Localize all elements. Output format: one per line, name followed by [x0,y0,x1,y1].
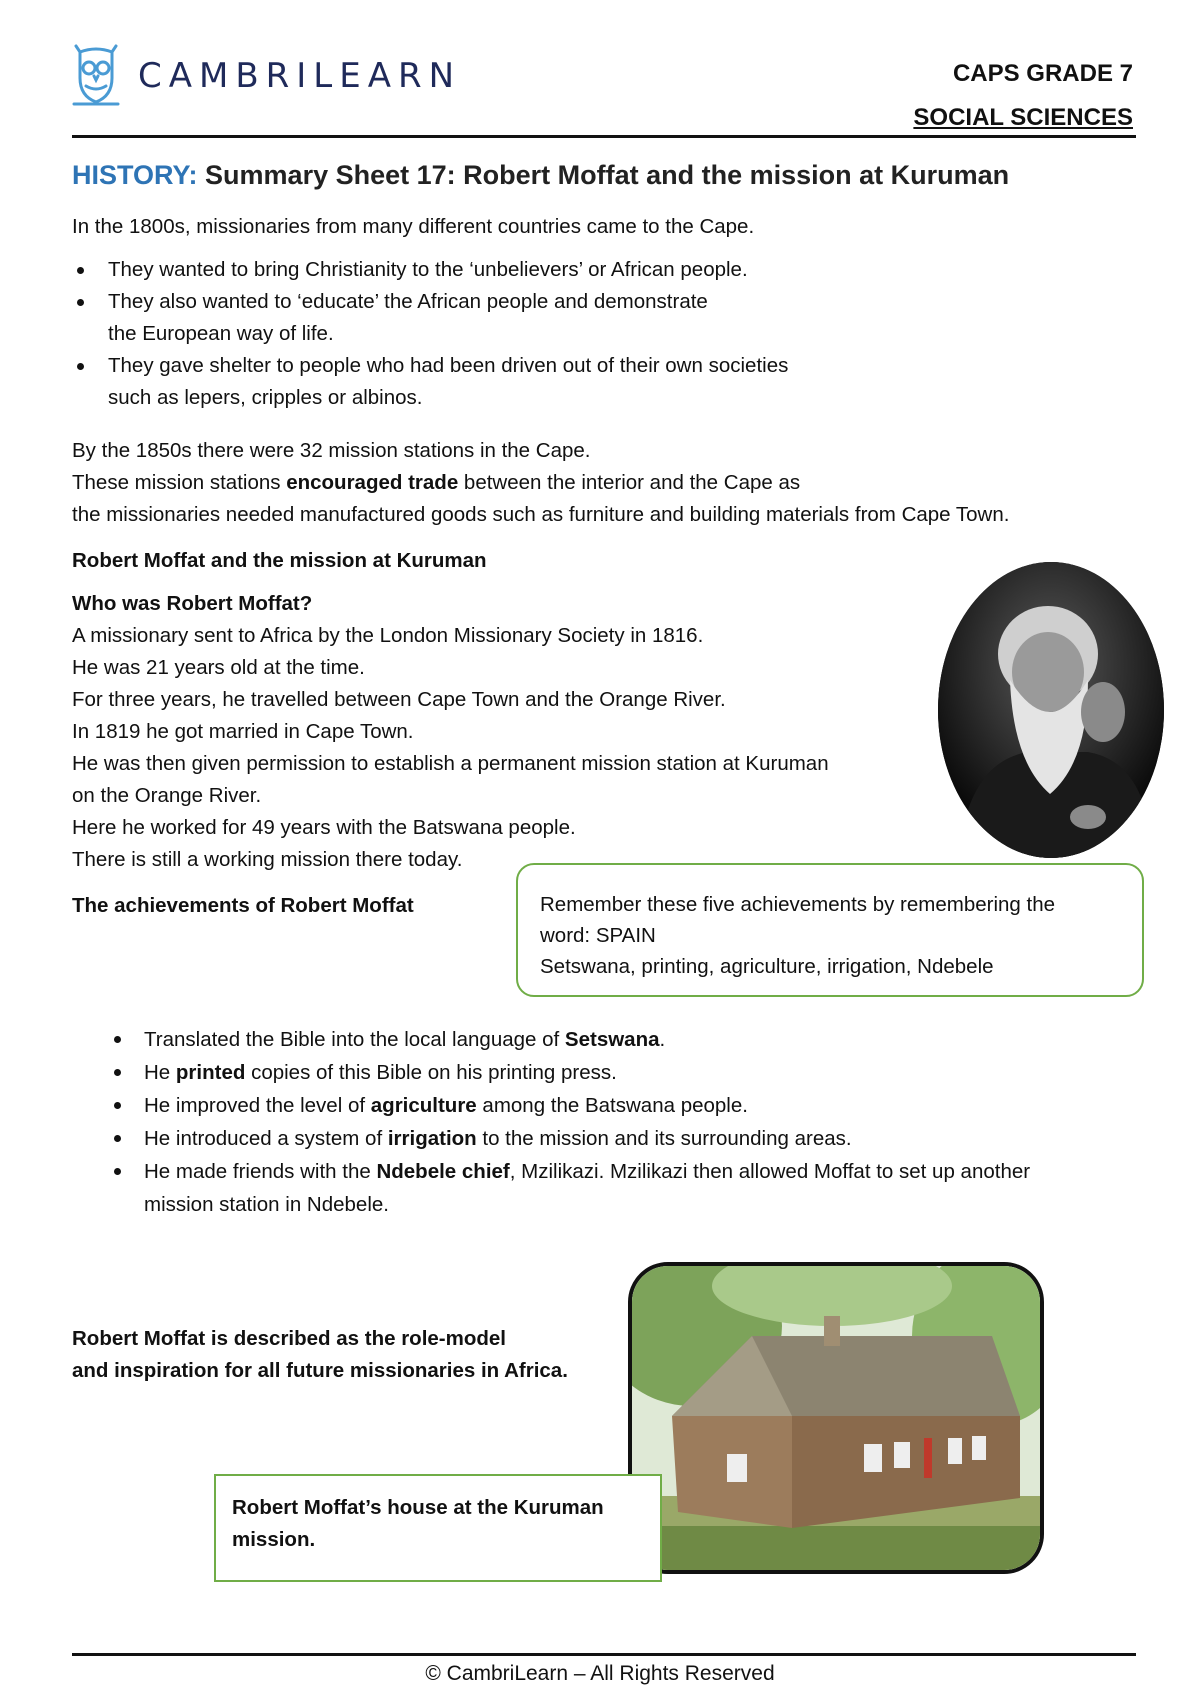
spain-callout-box [516,863,1144,997]
list-item: Translated the Bible into the local language of Setswana. [108,1023,1168,1056]
list-item: They wanted to bring Christianity to the ‘unbelievers’ or African people. [72,254,952,286]
intro-text: In the 1800s, missionaries from many different countries came to the Cape. [72,215,755,238]
who-paragraph: A missionary sent to Africa by the London Missionary Society in 1816. He was 21 years old at the time. For three years, he travelled between Cape Town and the Orange River. In 1819 he got married in Cape Town. He was then given permission to establish a permanent mission station at Kuruman on the Orange River. Here he worked for 49 years with the Batswana people. There is still a working mission there today. [72,624,829,871]
owl-logo-icon [70,44,122,108]
house-photo [628,1262,1044,1574]
footer-rule [72,1653,1136,1656]
callout-line: word: SPAIN [540,924,656,947]
stations-paragraph: By the 1850s there were 32 mission stations in the Cape. These mission stations encouraged trade between the interior and the Cape as the missionaries needed manufactured goods such as furniture and building materials from Cape Town. [72,439,1010,526]
house-image [632,1266,1040,1570]
who-heading: Who was Robert Moffat? [72,592,313,615]
title-main: Summary Sheet 17: Robert Moffat and the mission at Kuruman [205,160,1010,190]
page-title [72,160,1009,191]
subject-label: SOCIAL SCIENCES [913,104,1133,131]
achievements-list [108,1023,1168,1221]
house-caption-box: Robert Moffat’s house at the Kuruman mission. [214,1474,662,1582]
logo-text: CAMBRILEARN [138,56,462,96]
callout-line: Remember these five achievements by remembering the [540,893,1056,916]
callout-line: Setswana, printing, agriculture, irrigation, Ndebele [540,955,994,978]
section-heading: Robert Moffat and the mission at Kuruman [72,549,487,572]
grade-label: CAPS GRADE 7 [952,60,1133,87]
achievements-heading: The achievements of Robert Moffat [72,894,414,917]
header-rule [72,135,1136,138]
footer-text: © CambriLearn – All Rights Reserved [425,1662,775,1685]
list-item: He improved the level of agriculture among the Batswana people. [108,1089,1168,1122]
logo [70,44,490,112]
portrait-robert-moffat [938,562,1164,858]
intro-bullet-list [72,254,952,414]
list-item: He made friends with the Ndebele chief, Mzilikazi. Mzilikazi then allowed Moffat to set up another mission station in Ndebele. [108,1155,1168,1221]
list-item: They also wanted to ‘educate’ the African people and demonstrate the European way of life. [72,286,952,350]
role-model-text: Robert Moffat is described as the role-model and inspiration for all future missionaries in Africa. [72,1327,568,1382]
portrait-image [938,562,1164,858]
list-item: He introduced a system of irrigation to the mission and its surrounding areas. [108,1122,1168,1155]
list-item: They gave shelter to people who had been driven out of their own societies such as lepers, cripples or albinos. [72,350,952,414]
title-prefix: HISTORY: [72,160,198,190]
list-item: He printed copies of this Bible on his printing press. [108,1056,1168,1089]
